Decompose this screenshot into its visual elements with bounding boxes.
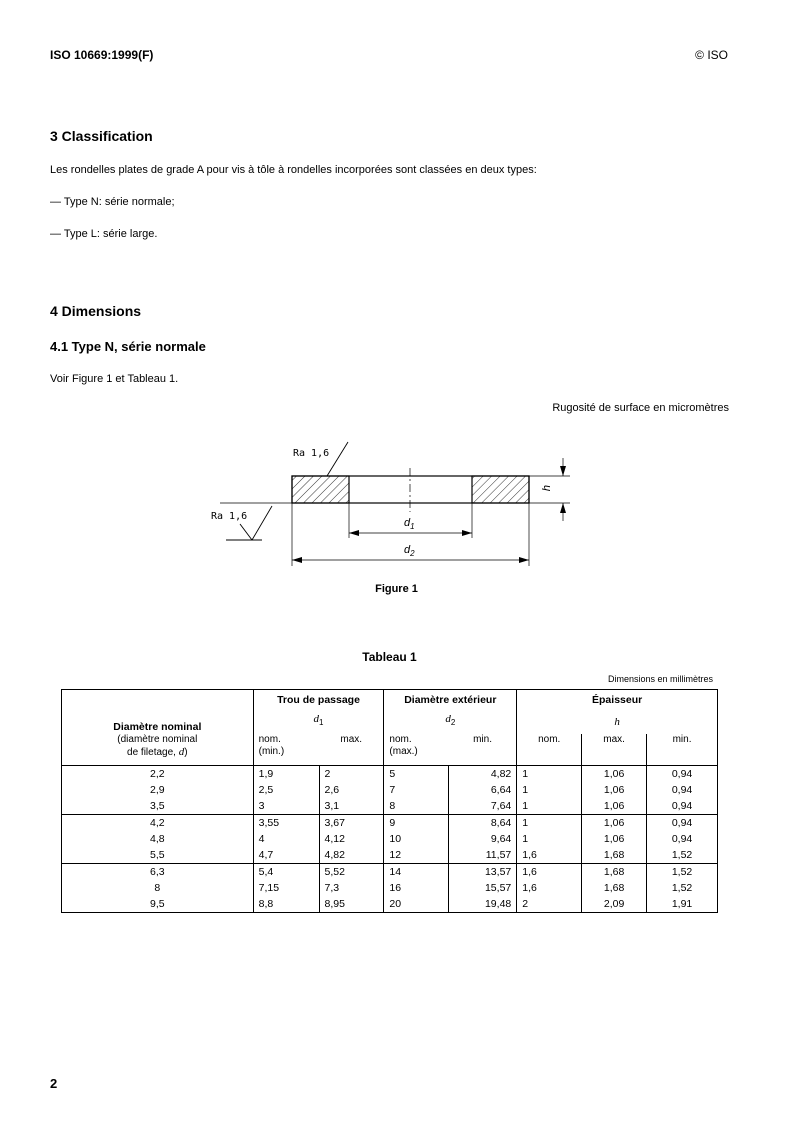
table-cell: 5 [384,766,449,783]
table-cell: 0,94 [647,782,718,798]
table-row [62,798,718,815]
dimension-label-d2: $d_2$ [404,544,415,559]
table-cell: 13,57 [449,864,517,881]
sub-min-h: min. [647,734,718,766]
table-cell: 1 [517,798,582,815]
roughness-label-left: Ra 1,6 [211,511,248,522]
sub-min-d2: min. [473,733,492,745]
table-cell: 1,6 [517,880,582,896]
table-cell: 1 [517,766,582,783]
table-cell: 4 [253,831,319,847]
table-cell: 9 [384,815,449,832]
section-4-title: 4 Dimensions [50,303,142,319]
table-cell: 5,52 [319,864,384,881]
table-row [62,896,718,913]
document-id: ISO 10669:1999(F) [50,48,154,62]
table-row [62,831,718,847]
dimension-label-d1: $d_1$ [404,517,415,532]
table-cell: 5,5 [150,849,165,861]
table-cell: 11,57 [449,847,517,864]
roughness-leader-top [327,442,348,476]
table-cell: 3 [253,798,319,815]
table-cell: 2,09 [582,896,647,913]
table-cell: 7,3 [319,880,384,896]
table-cell: 2 [517,896,582,913]
table-cell: 1,91 [647,896,718,913]
table-cell: 1 [517,782,582,798]
table-cell: 12 [384,847,449,864]
table-body [62,766,718,913]
figure-reference: Voir Figure 1 et Tableau 1. [50,373,179,385]
table-cell: 1,06 [582,766,647,783]
table-cell: 4,82 [449,766,517,783]
table-cell: 8,95 [319,896,384,913]
table-row [62,782,718,798]
table-cell: 1,68 [582,864,647,881]
table-cell: 3,1 [319,798,384,815]
dimensions-table [61,689,718,913]
table-cell: 2,2 [62,766,254,783]
table-cell: 3,55 [253,815,319,832]
section-3-title: 3 Classification [50,128,153,144]
table-cell: 4,12 [319,831,384,847]
table-cell: 7 [384,782,449,798]
col-subheader-nominal-thread: (diamètre nominal de filetage, d) [117,733,198,758]
table-cell: 1,68 [582,847,647,864]
table-row [62,880,718,896]
table-cell: 4,2 [62,815,254,832]
table-row [62,847,718,864]
col-header-thickness: Épaisseur [517,690,718,710]
table-row [62,815,718,832]
table-title: Tableau 1 [362,650,417,664]
sub-max-h: max. [582,734,647,766]
table-cell: 14 [384,864,449,881]
table-cell: 2,9 [150,784,165,796]
table-cell: 6,64 [449,782,517,798]
roughness-check-left [240,524,252,540]
section-4-1-title: 4.1 Type N, série normale [50,339,206,354]
table-cell: 1,06 [582,815,647,832]
table-cell: 1,6 [517,864,582,881]
copyright: © ISO [695,48,728,62]
col-header-outer-diameter: Diamètre extérieur [384,690,517,710]
sub-max-d1: max. [340,733,363,745]
table-cell: 4,82 [319,847,384,864]
table-cell: 6,3 [62,864,254,881]
sub-nom-min: nom. (min.) [253,734,319,766]
hatched-section-left [292,476,349,503]
table-cell: 1 [517,815,582,832]
table-cell: 0,94 [647,798,718,815]
table-cell: 19,48 [449,896,517,913]
table-cell: 3,5 [150,800,165,812]
washer-drawing [0,430,793,575]
table-cell: 9,64 [449,831,517,847]
table-cell: 7,64 [449,798,517,815]
table-cell: 8,8 [253,896,319,913]
table-cell: 8 [384,798,449,815]
symbol-d1: $d_1$ [253,710,384,734]
dimension-label-h: h [541,484,554,492]
sub-nom-h: nom. [517,734,582,766]
section-3-intro: Les rondelles plates de grade A pour vis à tôle à rondelles incorporées sont classées en deux types: [50,164,537,176]
table-cell: 1,52 [647,847,718,864]
roughness-label-top: Ra 1,6 [293,448,330,459]
table-cell: 16 [384,880,449,896]
table-cell: 9,5 [150,898,165,910]
table-cell: 8,64 [449,815,517,832]
table-cell: 5,4 [253,864,319,881]
table-cell: 1,06 [582,831,647,847]
table-cell: 1,06 [582,782,647,798]
table-cell: 2 [319,766,384,783]
symbol-h: h [517,710,718,734]
symbol-d2: $d_2$ [384,710,517,734]
table-cell: 1,9 [253,766,319,783]
figure-caption: Figure 1 [375,583,418,595]
table-cell: 1,52 [647,880,718,896]
table-cell: 0,94 [647,831,718,847]
table-cell: 20 [384,896,449,913]
table-cell: 1,52 [647,864,718,881]
table-cell: 1,68 [582,880,647,896]
list-item-type-l: — Type L: série large. [50,228,158,240]
roughness-note: Rugosité de surface en micromètres [552,402,729,414]
col-header-through-hole: Trou de passage [253,690,384,710]
table-cell: 7,15 [253,880,319,896]
table-cell: 8 [154,882,161,894]
sub-nom-max: nom. (max.) [384,734,449,766]
table-cell: 1,06 [582,798,647,815]
table-cell: 4,7 [253,847,319,864]
table-units: Dimensions en millimètres [607,674,713,684]
table-row [62,766,718,783]
table-cell: 2,6 [319,782,384,798]
table-cell: 0,94 [647,815,718,832]
col-header-nominal-diameter: Diamètre nominal [113,720,202,733]
table-cell: 1,6 [517,847,582,864]
list-item-type-n: — Type N: série normale; [50,196,175,208]
table-cell: 4,8 [150,833,165,845]
hatched-section-right [472,476,529,503]
table-cell: 2,5 [253,782,319,798]
table-cell: 1 [517,831,582,847]
table-row [62,864,718,881]
table-cell: 15,57 [449,880,517,896]
page-number: 2 [50,1076,58,1091]
table-cell: 3,67 [319,815,384,832]
table-cell: 10 [384,831,449,847]
table-cell: 0,94 [647,766,718,783]
